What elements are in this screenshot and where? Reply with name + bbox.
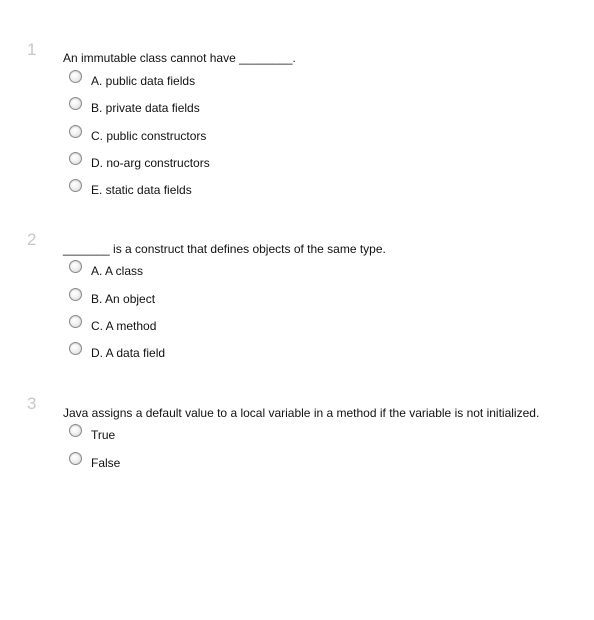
choice-label: B. private data fields [91,101,200,115]
radio-button[interactable] [69,452,82,465]
radio-button[interactable] [69,288,82,301]
choice-label: True [91,428,116,442]
choice-label: E. static data fields [91,183,192,197]
question-number: 2 [27,230,37,249]
radio-button[interactable] [69,315,82,328]
radio-button[interactable] [69,70,82,83]
radio-button[interactable] [69,97,82,110]
radio-button[interactable] [69,342,82,355]
choice-label: False [91,456,121,470]
radio-button[interactable] [69,179,82,192]
radio-button[interactable] [69,125,82,138]
question-text: An immutable class cannot have ________. [63,51,296,65]
question-number: 3 [27,394,37,413]
question-number: 1 [27,40,37,59]
radio-button[interactable] [69,260,82,273]
choice-label: D. no-arg constructors [91,156,210,170]
choice-label: D. A data field [91,346,166,360]
radio-button[interactable] [69,152,82,165]
choice-label: C. A method [91,319,157,333]
choice-label: B. An object [91,292,156,306]
choice-label: C. public constructors [91,129,207,143]
question-text: _______ is a construct that defines objects of the same type. [63,242,386,256]
question-text: Java assigns a default value to a local variable in a method if the variable is not initialized. [63,406,540,420]
choice-label: A. public data fields [91,74,196,88]
choice-label: A. A class [91,264,144,278]
radio-button[interactable] [69,424,82,437]
